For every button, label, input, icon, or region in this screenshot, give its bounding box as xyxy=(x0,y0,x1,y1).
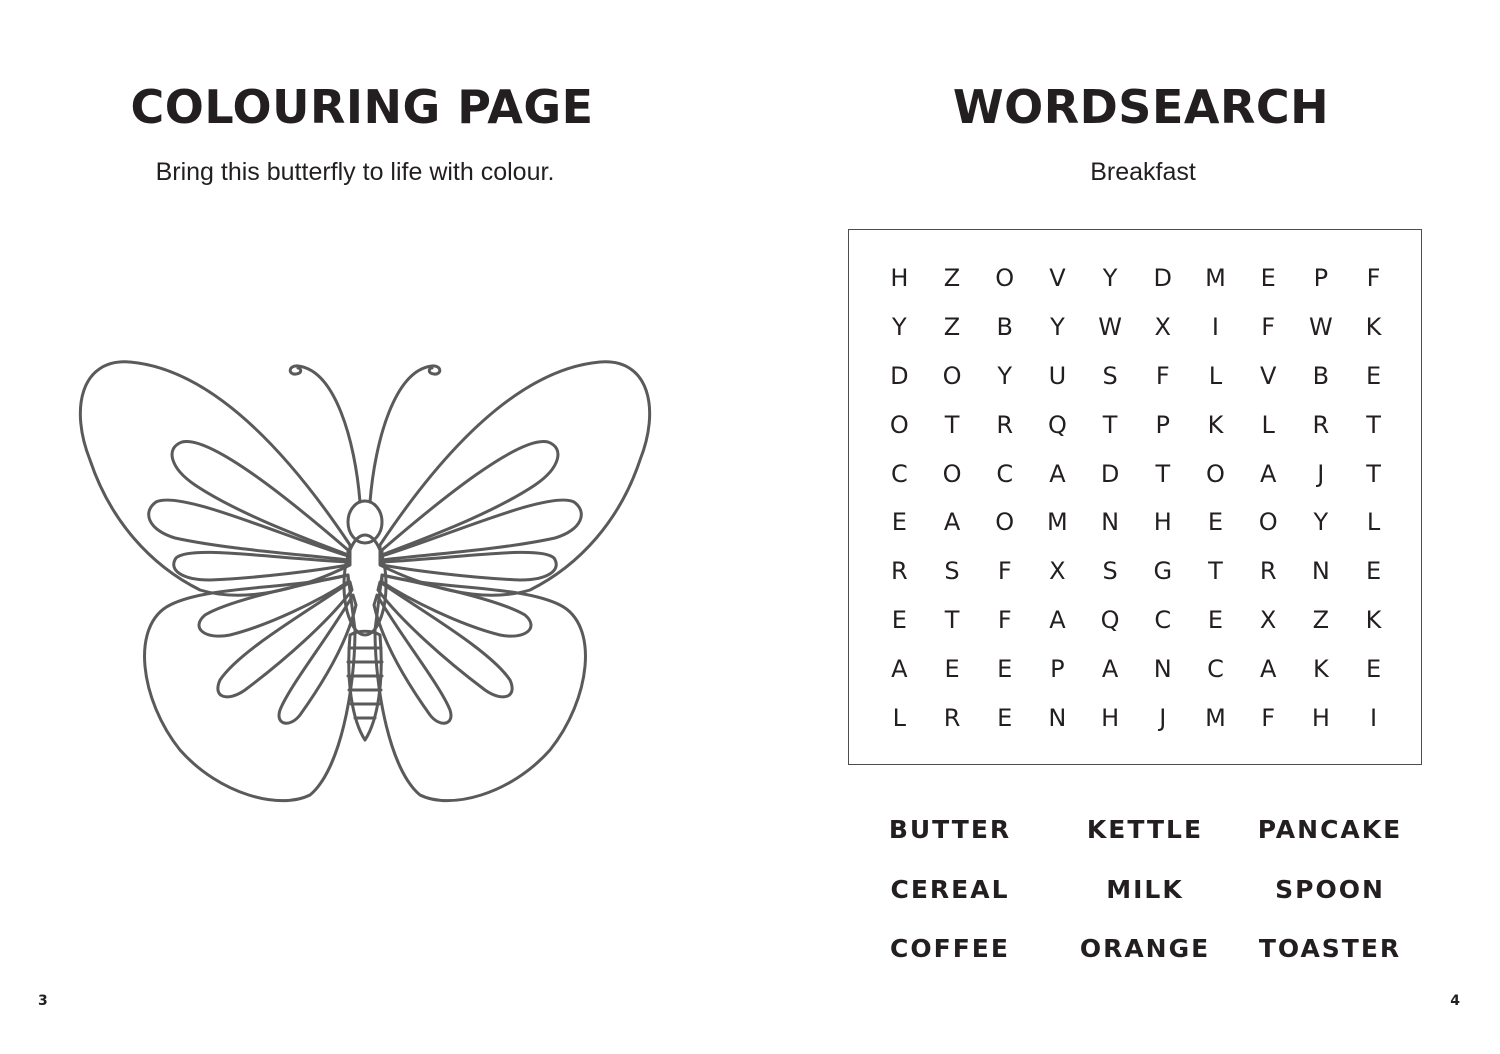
word-list-item: ORANGE xyxy=(1079,934,1211,964)
grid-letter: C xyxy=(996,459,1014,488)
grid-letter: H xyxy=(1153,508,1172,537)
grid-letter: A xyxy=(1049,605,1066,634)
butterfly-head xyxy=(348,501,382,543)
grid-letter: L xyxy=(1208,361,1223,390)
grid-letter: N xyxy=(1101,508,1120,537)
grid-letter: K xyxy=(1365,313,1382,342)
grid-letter: J xyxy=(1317,459,1325,488)
word-list-item: BUTTER xyxy=(888,815,1012,845)
word-list-item: COFFEE xyxy=(890,934,1010,964)
grid-letter: Z xyxy=(943,264,961,293)
grid-letter: W xyxy=(1308,313,1333,342)
grid-letter: E xyxy=(1365,557,1382,586)
grid-letter: Y xyxy=(1102,264,1118,293)
grid-letter: M xyxy=(1205,264,1226,293)
wordsearch-grid-box xyxy=(848,229,1422,765)
grid-letter: O xyxy=(942,361,962,390)
grid-letter: G xyxy=(1153,557,1173,586)
grid-letter: Y xyxy=(892,313,907,342)
word-list-item: MILK xyxy=(1106,874,1184,904)
grid-letter: C xyxy=(1207,654,1224,683)
grid-letter: R xyxy=(891,557,908,586)
grid-letter: F xyxy=(1261,703,1276,732)
left-antenna xyxy=(290,366,360,502)
grid-letter: S xyxy=(1102,557,1118,586)
grid-letter: X xyxy=(1049,557,1066,586)
grid-letter: U xyxy=(1048,361,1067,390)
colouring-page-title: COLOURING PAGE xyxy=(130,80,594,134)
grid-letter: T xyxy=(1155,459,1171,488)
grid-letter: E xyxy=(997,654,1013,683)
grid-letter: F xyxy=(1261,313,1276,342)
page-number-left: 3 xyxy=(38,993,48,1009)
grid-letter: X xyxy=(1259,605,1277,634)
grid-letter: T xyxy=(1366,459,1381,488)
grid-letter: D xyxy=(1153,264,1173,293)
grid-letter: R xyxy=(1312,410,1330,439)
grid-letter: E xyxy=(1207,605,1224,634)
grid-letter: E xyxy=(1207,508,1224,537)
grid-letter: P xyxy=(1050,654,1065,683)
grid-letter: Q xyxy=(1100,605,1120,634)
grid-letter: R xyxy=(1259,557,1277,586)
word-list-item: SPOON xyxy=(1275,874,1385,904)
grid-letter: E xyxy=(1365,654,1382,683)
grid-letter: V xyxy=(1049,264,1066,293)
right-page xyxy=(750,0,1500,1054)
colouring-page-subtitle: Bring this butterfly to life with colour. xyxy=(155,158,555,186)
grid-letter: I xyxy=(1211,313,1219,342)
grid-letter: M xyxy=(1205,703,1226,732)
grid-letter: K xyxy=(1207,410,1224,439)
grid-letter: I xyxy=(1369,703,1378,732)
grid-letter: P xyxy=(1313,264,1329,293)
grid-letter: Q xyxy=(1047,410,1067,439)
grid-letter: B xyxy=(996,313,1013,342)
grid-letter: L xyxy=(892,703,907,732)
grid-letter: A xyxy=(1049,459,1066,488)
grid-letter: V xyxy=(1259,361,1277,390)
grid-letter: L xyxy=(1261,410,1275,439)
grid-letter: E xyxy=(891,605,907,634)
grid-letter: E xyxy=(997,703,1013,732)
grid-letter: E xyxy=(1365,361,1382,390)
grid-letter: D xyxy=(890,361,909,390)
grid-letter: Y xyxy=(997,361,1013,390)
grid-letter: C xyxy=(890,459,908,488)
butterfly-illustration xyxy=(70,350,660,820)
grid-letter: A xyxy=(1259,654,1277,683)
grid-letter: C xyxy=(1154,605,1172,634)
grid-letter: B xyxy=(1312,361,1330,390)
wordsearch-grid xyxy=(873,254,1400,742)
word-list-item: PANCAKE xyxy=(1257,815,1403,845)
grid-letter: P xyxy=(1155,410,1171,439)
wordsearch-subtitle: Breakfast xyxy=(1090,158,1196,186)
wordsearch-title: WORDSEARCH xyxy=(952,80,1330,134)
grid-letter: X xyxy=(1154,313,1171,342)
grid-letter: O xyxy=(1258,508,1278,537)
grid-letter: S xyxy=(1102,361,1118,390)
grid-letter: O xyxy=(889,410,909,439)
grid-letter: Y xyxy=(1050,313,1065,342)
grid-letter: H xyxy=(890,264,909,293)
grid-letter: K xyxy=(1365,605,1382,634)
grid-letter: H xyxy=(1311,703,1330,732)
grid-letter: N xyxy=(1048,703,1067,732)
grid-letter: T xyxy=(1208,557,1223,586)
grid-letter: S xyxy=(944,557,960,586)
grid-letter: L xyxy=(1366,508,1381,537)
grid-letter: F xyxy=(1366,264,1381,293)
grid-letter: O xyxy=(995,264,1015,293)
word-list-item: KETTLE xyxy=(1086,815,1204,845)
grid-letter: N xyxy=(1311,557,1330,586)
page-number-right: 4 xyxy=(1450,993,1460,1009)
grid-letter: K xyxy=(1312,654,1329,683)
grid-letter: F xyxy=(1155,361,1170,390)
grid-letter: J xyxy=(1159,703,1167,732)
grid-letter: T xyxy=(1102,410,1118,439)
grid-letter: Z xyxy=(1312,605,1330,634)
grid-letter: N xyxy=(1153,654,1172,683)
grid-letter: A xyxy=(1101,654,1119,683)
grid-letter: O xyxy=(995,508,1015,537)
right-antenna xyxy=(370,366,440,502)
grid-letter: D xyxy=(1100,459,1120,488)
grid-letter: Y xyxy=(1313,508,1329,537)
grid-letter: F xyxy=(997,557,1012,586)
grid-letter: A xyxy=(891,654,908,683)
grid-letter: T xyxy=(1366,410,1381,439)
grid-letter: M xyxy=(1047,508,1068,537)
word-list-item: TOASTER xyxy=(1258,934,1402,964)
grid-letter: T xyxy=(944,410,960,439)
grid-letter: Z xyxy=(943,313,961,342)
grid-letter: W xyxy=(1098,313,1122,342)
grid-letter: A xyxy=(943,508,961,537)
grid-letter: O xyxy=(1206,459,1225,488)
grid-letter: A xyxy=(1259,459,1277,488)
grid-letter: E xyxy=(1260,264,1276,293)
grid-letter: F xyxy=(997,605,1012,634)
word-list-item: CEREAL xyxy=(890,874,1010,904)
grid-letter: O xyxy=(942,459,962,488)
grid-letter: E xyxy=(944,654,960,683)
grid-letter: R xyxy=(996,410,1014,439)
word-list xyxy=(850,800,1450,979)
grid-letter: R xyxy=(943,703,961,732)
grid-letter: T xyxy=(944,605,960,634)
grid-letter: E xyxy=(891,508,907,537)
grid-letter: H xyxy=(1101,703,1120,732)
